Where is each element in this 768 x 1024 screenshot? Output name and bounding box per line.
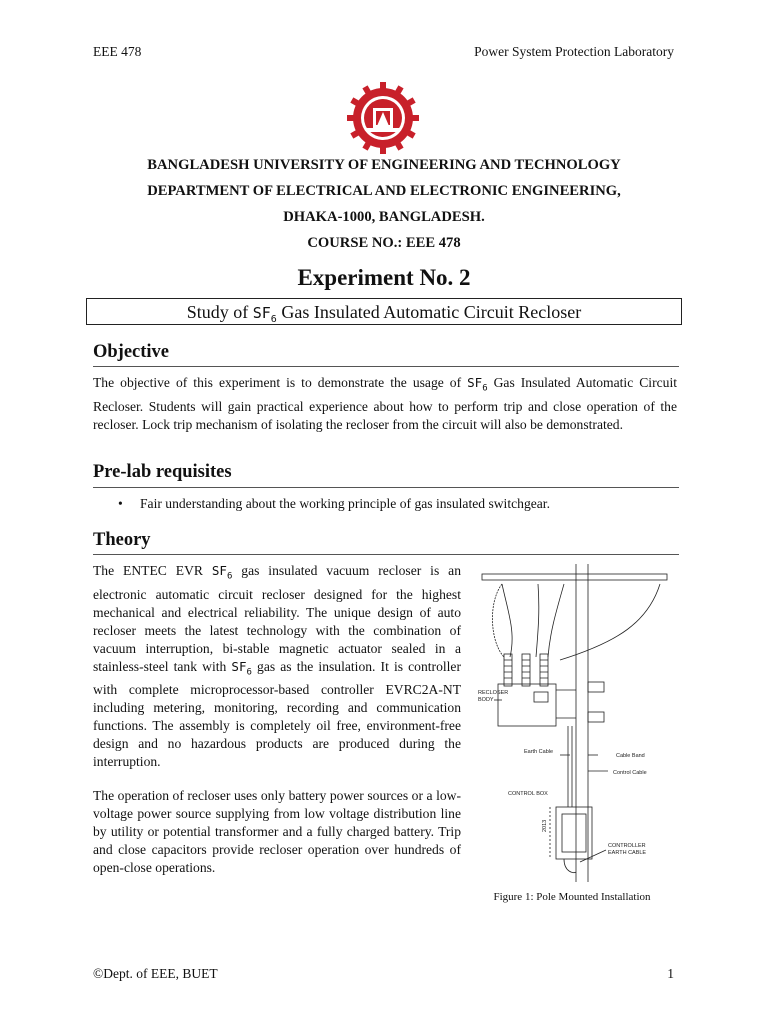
- label-control-cable: Control Cable: [613, 770, 647, 776]
- header-lab-name: Power System Protection Laboratory: [474, 44, 674, 59]
- objective-heading: Objective: [93, 342, 170, 362]
- address: DHAKA-1000, BANGLADESH.: [283, 209, 485, 225]
- department-name: DEPARTMENT OF ELECTRICAL AND ELECTRONIC ENGINEERING,: [147, 183, 621, 199]
- experiment-title: Study of $SF_6$ Gas Insulated Automatic Circuit Recloser: [86, 298, 682, 325]
- experiment-number: Experiment No. 2: [297, 265, 471, 290]
- label-control-box: CONTROL BOX: [508, 791, 548, 797]
- prelab-item: • Fair understanding about the working principle of gas insulated switchgear.: [118, 496, 550, 511]
- theory-rule: [93, 554, 679, 555]
- header-course: EEE 478: [93, 44, 142, 59]
- university-name: BANGLADESH UNIVERSITY OF ENGINEERING AND TECHNOLOGY: [147, 157, 621, 173]
- label-cable-band: Cable Band: [616, 753, 645, 759]
- label-controller: CONTROLLER: [608, 843, 646, 849]
- label-recloser-body-2: BODY: [478, 697, 494, 703]
- label-earth-cable: Earth Cable: [524, 749, 554, 755]
- label-dimension: 2013: [542, 819, 548, 832]
- prelab-rule: [93, 487, 679, 488]
- page-number: 1: [667, 966, 674, 981]
- label-earth-cable-2: EARTH CABLE: [608, 850, 647, 856]
- prelab-heading: Pre-lab requisites: [93, 462, 232, 482]
- footer-copyright: ©Dept. of EEE, BUET: [93, 966, 218, 981]
- figure-caption: Figure 1: Pole Mounted Installation: [493, 891, 651, 903]
- course-number: COURSE NO.: EEE 478: [307, 235, 461, 251]
- pole-mounted-installation-figure: [468, 562, 676, 882]
- label-recloser-body: RECLOSER: [478, 690, 509, 696]
- bullet-icon: •: [118, 496, 123, 511]
- theory-paragraph-1: The ENTEC EVR $SF_6$ gas insulated vacuum recloser is an electronic automatic circuit recloser designed for the highest mechanical and electrical reliability. The unique design of auto recloser meets the latest technology with the combination of vacuum interruption, bi-stable magnetic actuator sealed in a stainless-steel tank with $SF_6$ gas as the insulation. It is controller with complete microprocessor-based controller EVRC2A-NT including metering, monitoring, recording and communication functions. The assembly is completely oil free, environment-free design and no hazardous products are produced during the interruption.: [93, 563, 461, 769]
- theory-paragraph-2: The operation of recloser uses only battery power sources or a low- voltage power source supplying from low voltage distribution line by utility or potential transformer and a fully charged battery. Trip and close capacitors provide recloser operation over hundreds of open-close operations.: [93, 788, 461, 875]
- buet-logo: [347, 82, 419, 154]
- theory-heading: Theory: [93, 530, 151, 550]
- objective-rule: [93, 366, 679, 367]
- objective-text: The objective of this experiment is to demonstrate the usage of $SF_6$ Gas Insulated Automatic Circuit Recloser. Students will gain practical experience about how to perform trip and close operation of the recloser. Lock trip mechanism of isolating the recloser from the circuit will also be demonstrated.: [93, 375, 677, 432]
